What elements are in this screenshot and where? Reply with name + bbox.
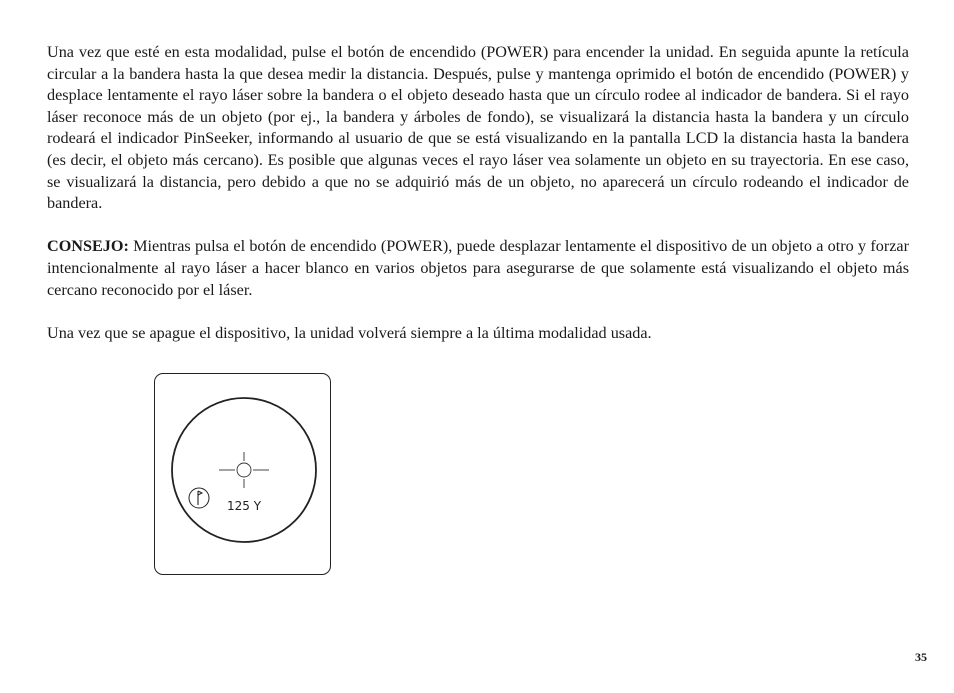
tip-label: CONSEJO:	[47, 237, 129, 256]
tip-text: Mientras pulsa el botón de encendido (POWER), puede desplazar lentamente el dispositivo de un objeto a otro y forzar intencionalmente al rayo láser a hacer blanco en varios objetos para asegurarse de que solamente está visualizando el objeto más cercano reconocido por el láser.	[47, 237, 909, 299]
reticle-icon	[219, 452, 269, 488]
flag-icon	[189, 488, 209, 508]
viewfinder-circle	[172, 398, 316, 542]
paragraph-tip	[47, 236, 909, 301]
page-number: 35	[915, 650, 927, 664]
lcd-display-graphic	[155, 374, 332, 576]
paragraph-last-mode: Una vez que se apague el dispositivo, la unidad volverá siempre a la última modalidad usada.	[47, 323, 652, 342]
paragraph-mode-instructions: Una vez que esté en esta modalidad, pulse el botón de encendido (POWER) para encender la unidad. En seguida apunte la retícula circular a la bandera hasta la que desea medir la distancia. Después, pulse y mantenga oprimido el botón de encendido (POWER) y desplace lentamente el rayo láser sobre la bandera o el objeto deseado hasta que un círculo rodee al indicador de bandera. Si el rayo láser reconoce más de un objeto (por ej., la bandera y árboles de fondo), se visualizará la distancia hasta la bandera y un círculo rodeará el indicador PinSeeker, informando al usuario de que se está visualizando en la pantalla LCD la distancia hasta la bandera (es decir, el objeto más cercano). Es posible que algunas veces el rayo láser vea solamente un objeto en su trayectoria. En ese caso, se visualizará la distancia, pero debido a que no se adquirió más de un objeto, no aparecerá un círculo rodeando el indicador de bandera.	[47, 43, 909, 213]
body-text	[47, 42, 909, 366]
distance-readout: 125 Y	[227, 499, 262, 513]
lcd-display-illustration	[154, 373, 331, 575]
